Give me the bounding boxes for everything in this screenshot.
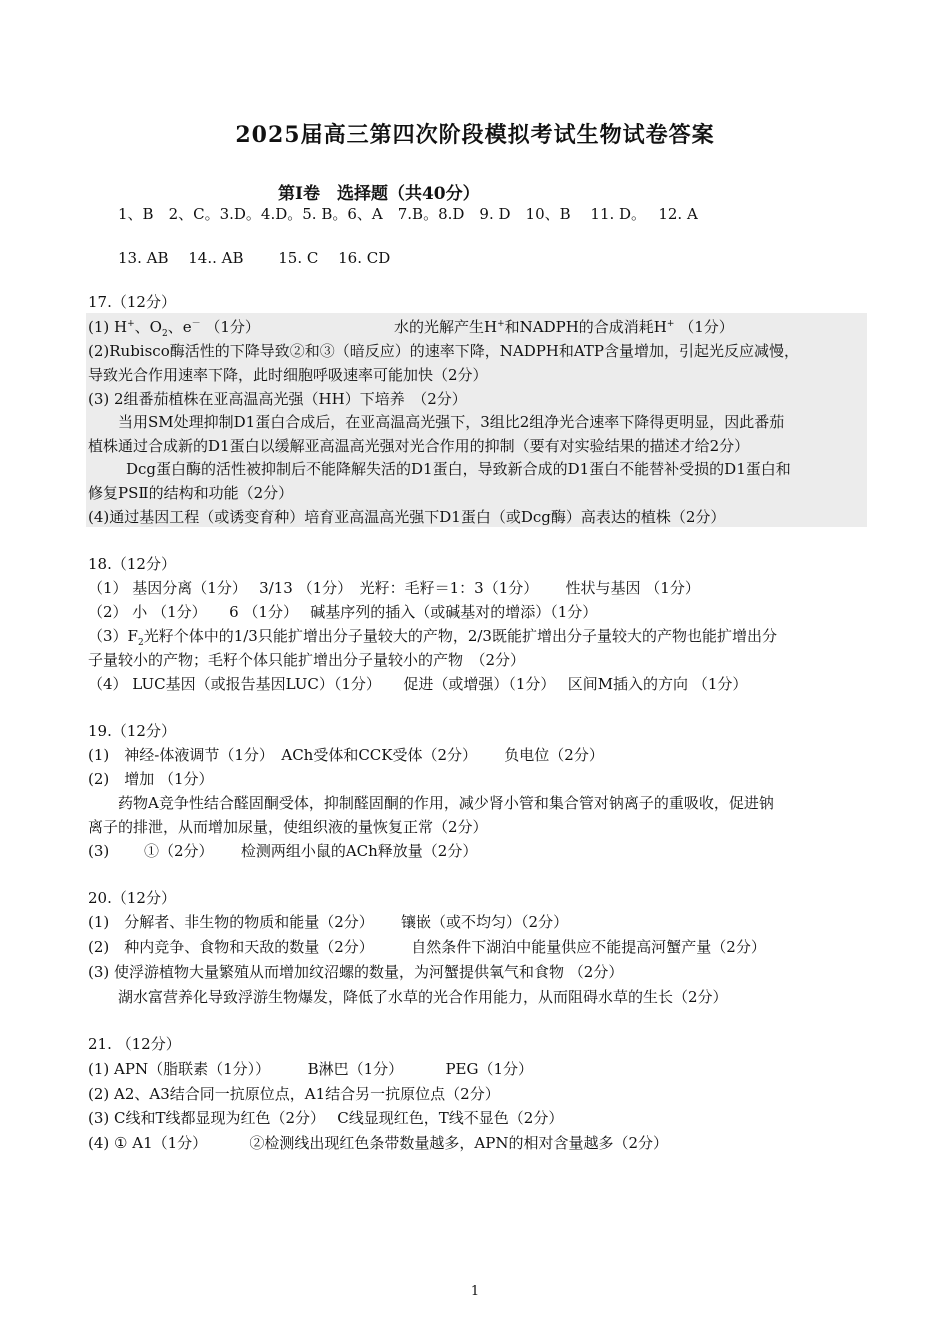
q17-line-3: 导致光合作用速率下降，此时细胞呼吸速率可能加快（2分）: [88, 366, 488, 384]
page-number: 1: [470, 1284, 480, 1299]
q17-line-1-right: 水的光解产生H+和NADPH的合成消耗H+ （1分）: [394, 318, 734, 336]
q18-line-2: （2） 小 （1分） 6 （1分） 碱基序列的插入（或碱基对的增添）（1分）: [88, 603, 598, 621]
q19-line-1: (1) 神经-体液调节（1分） ACh受体和CCK受体（2分） 负电位（2分）: [88, 746, 604, 764]
q18-line-4: 子量较小的产物；毛籽个体只能扩增出分子量较小的产物 （2分）: [88, 651, 526, 669]
q18-line-1: （1） 基因分离（1分） 3/13 （1分） 光籽：毛籽＝1：3（1分） 性状与基因 （1分）: [88, 579, 700, 597]
q17-heading: 17.（12分）: [88, 293, 176, 311]
q17-line-1: (1) H+、$O_2$、e－ （1分）: [88, 318, 260, 339]
q18-line-3: $(3)F_2$光籽个体中的1/3只能扩增出分子量较大的产物，2/3既能扩增出分子量较大的产物也能扩增出分: [88, 627, 777, 648]
q21-line-3: (3) C线和T线都显现为红色（2分） C线显现红色，T线不显色（2分）: [88, 1109, 564, 1127]
q21-line-4: (4) ① A1（1分） ②检测线出现红色条带数量越多，APN的相对含量越多（2分）: [88, 1134, 669, 1152]
q19-heading: 19.（12分）: [88, 722, 176, 740]
q17-line-5: 当用SM处理抑制D1蛋白合成后，在亚高温高光强下，3组比2组净光合速率下降得更明显，因此番茄: [118, 413, 785, 431]
q17-line-4: (3) 2组番茄植株在亚高温高光强（HH）下培养 （2分）: [88, 390, 467, 408]
q17-line-9: (4)通过基因工程（或诱变育种）培育亚高温高光强下D1蛋白（或Dcg酶）高表达的植株（2分）: [88, 508, 726, 526]
q21-line-2: (2) A2、A3结合同一抗原位点，A1结合另一抗原位点（2分）: [88, 1085, 500, 1103]
q18-line-5: （4） LUC基因（或报告基因LUC）（1分） 促进（或增强）（1分） 区间M插入的方向 （1分）: [88, 675, 748, 693]
q21-heading: 21. （12分）: [88, 1035, 181, 1053]
q17-line-2: (2)Rubisco酶活性的下降导致②和③（暗反应）的速率下降，NADPH和ATP含量增加，引起光反应减慢，: [88, 342, 800, 360]
q20-line-3: (3) 使浮游植物大量繁殖从而增加纹沼螺的数量，为河蟹提供氧气和食物 （2分）: [88, 963, 624, 981]
document-title: 2025届高三第四次阶段模拟考试生物试卷答案: [235, 122, 715, 148]
choice-answers-row-2: 13. AB 14.. AB 15. C 16. CD: [118, 249, 391, 267]
q21-line-1: (1) APN（脂联素（1分）） B淋巴（1分） PEG（1分）: [88, 1060, 534, 1078]
q19-line-4: 离子的排泄，从而增加尿量，使组织液的量恢复正常（2分）: [88, 818, 488, 836]
q20-line-1: (1) 分解者、非生物的物质和能量（2分） 镶嵌（或不均匀）（2分）: [88, 913, 569, 931]
q19-line-3: 药物A竞争性结合醛固酮受体，抑制醛固酮的作用，减少肾小管和集合管对钠离子的重吸收，促进钠: [118, 794, 774, 812]
q20-line-4: 湖水富营养化导致浮游生物爆发，降低了水草的光合作用能力，从而阻碍水草的生长（2分）: [118, 988, 728, 1006]
q20-heading: 20.（12分）: [88, 889, 176, 907]
q17-line-8: 修复PSⅡ的结构和功能（2分）: [88, 484, 294, 502]
section-heading: 第Ⅰ卷 选择题（共40分）: [278, 184, 480, 204]
q19-line-5: (3) ①（2分） 检测两组小鼠的ACh释放量（2分）: [88, 842, 478, 860]
q19-line-2: (2) 增加 （1分）: [88, 770, 214, 788]
q20-line-2: (2) 种内竞争、食物和天敌的数量（2分） 自然条件下湖泊中能量供应不能提高河蟹产量（2分）: [88, 938, 766, 956]
q17-line-7: Dcg蛋白酶的活性被抑制后不能降解失活的D1蛋白，导致新合成的D1蛋白不能替补受损的D1蛋白和: [126, 460, 791, 478]
choice-answers-row-1: 1、B 2、C。3.D。4.D。5. B。6、A 7.B。8.D 9. D 10、B 11. D。 12. A: [118, 205, 698, 223]
q18-heading: 18.（12分）: [88, 555, 176, 573]
q17-line-6: 植株通过合成新的D1蛋白以缓解亚高温高光强对光合作用的抑制（要有对实验结果的描述才给2分）: [88, 437, 750, 455]
